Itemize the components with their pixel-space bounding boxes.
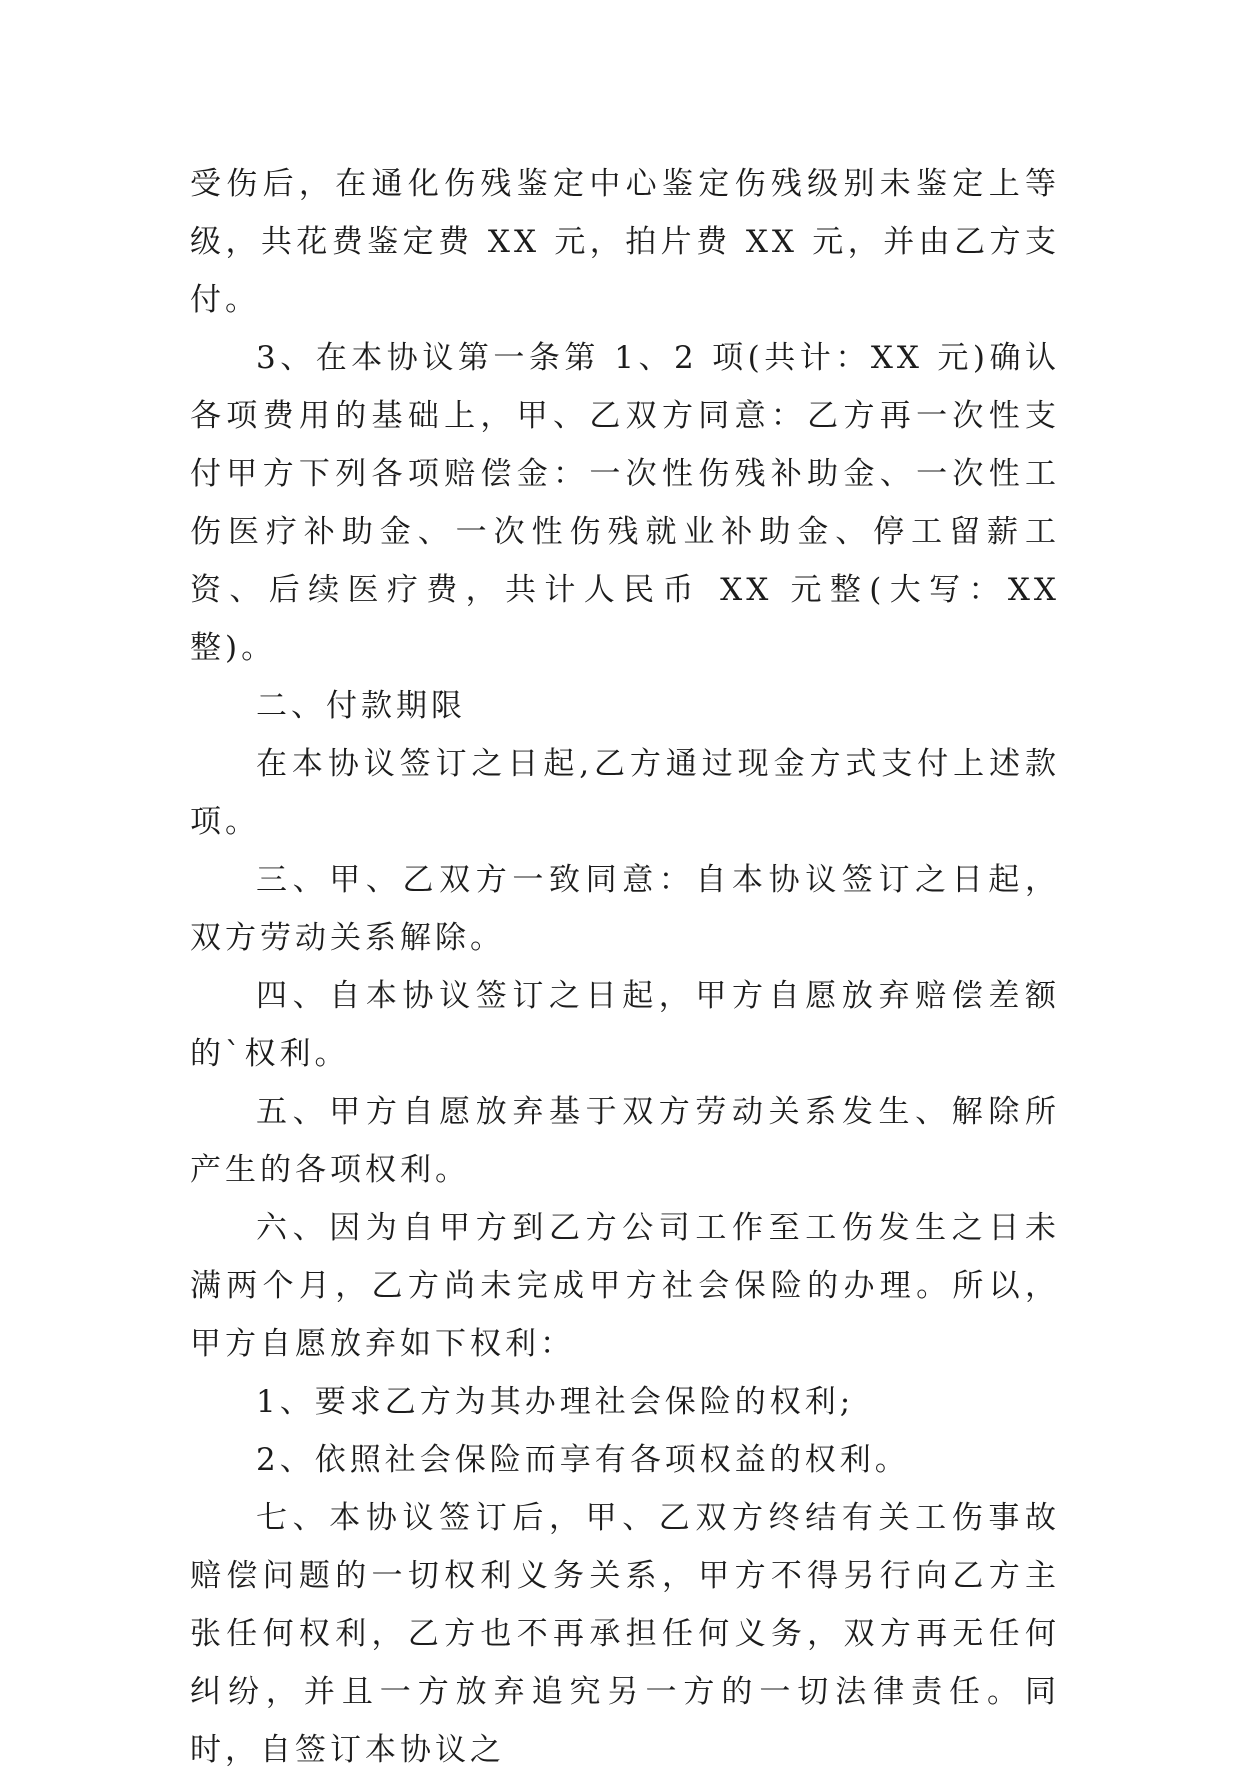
- paragraph-7: 六、因为自甲方到乙方公司工作至工伤发生之日未满两个月，乙方尚未完成甲方社会保险的办理。所以，甲方自愿放弃如下权利：: [190, 1210, 1060, 1362]
- paragraph-6: 五、甲方自愿放弃基于双方劳动关系发生、解除所产生的各项权利。: [190, 1094, 1060, 1188]
- list-item-2: 2、依照社会保险而享有各项权益的权利。: [256, 1442, 910, 1478]
- document-body: [190, 155, 1060, 1779]
- paragraph-5: 四、自本协议签订之日起，甲方自愿放弃赔偿差额的`权利。: [190, 978, 1060, 1072]
- paragraph-3: 在本协议签订之日起,乙方通过现金方式支付上述款项。: [190, 746, 1060, 840]
- section-heading-payment-term: 二、付款期限: [256, 688, 466, 724]
- list-item-1: 1、要求乙方为其办理社会保险的权利;: [256, 1384, 855, 1420]
- paragraph-1: 受伤后，在通化伤残鉴定中心鉴定伤残级别未鉴定上等级，共花费鉴定费 XX 元，拍片费 XX 元，并由乙方支付。: [190, 166, 1060, 318]
- paragraph-2: 3、在本协议第一条第 1、2 项(共计：XX 元)确认各项费用的基础上，甲、乙双方同意：乙方再一次性支付甲方下列各项赔偿金：一次性伤残补助金、一次性工伤医疗补助金、一次性伤残就业补助金、停工留薪工资、后续医疗费，共计人民币 XX 元整(大写：XX 整)。: [190, 340, 1060, 666]
- paragraph-4: 三、甲、乙双方一致同意：自本协议签订之日起，双方劳动关系解除。: [190, 862, 1060, 956]
- paragraph-8: 七、本协议签订后，甲、乙双方终结有关工伤事故赔偿问题的一切权利义务关系，甲方不得另行向乙方主张任何权利，乙方也不再承担任何义务，双方再无任何纠纷，并且一方放弃追究另一方的一切法律责任。同时，自签订本协议之: [190, 1500, 1060, 1768]
